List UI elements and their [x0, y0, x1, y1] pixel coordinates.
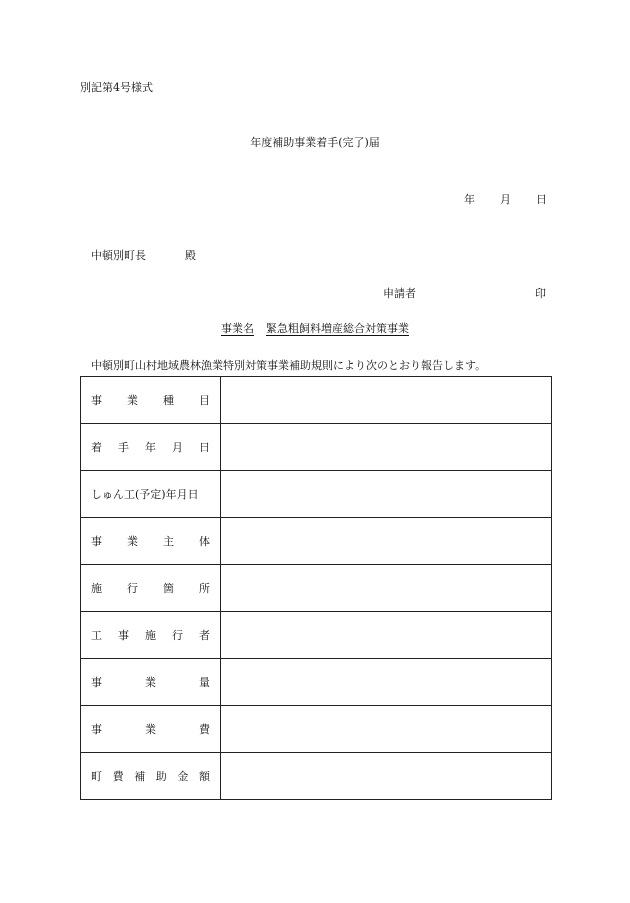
row-value-cell[interactable]: [221, 612, 552, 659]
row-label-char: 事: [91, 676, 102, 689]
row-value-cell[interactable]: [221, 565, 552, 612]
row-label-char: 業: [145, 723, 156, 736]
row-label-cell: [81, 565, 221, 612]
table-row: [81, 471, 552, 518]
form-number: 別記第4号様式: [80, 81, 153, 94]
row-label-char: 種: [163, 394, 174, 407]
row-label-char: 施: [145, 629, 156, 642]
row-label-char: 事: [91, 394, 102, 407]
row-label-char: 目: [199, 394, 210, 407]
row-label-char: 手: [118, 441, 129, 454]
date-month-label: 月: [500, 193, 511, 206]
row-label-char: 事: [91, 535, 102, 548]
table-row: [81, 612, 552, 659]
row-label-cell: [81, 424, 221, 471]
row-label-char: 体: [199, 535, 210, 548]
row-label-char: 量: [199, 676, 210, 689]
row-label-cell: [81, 612, 221, 659]
row-label-char: 工: [91, 629, 102, 642]
addressee-honorific: 殿: [185, 249, 196, 262]
table-row: [81, 753, 552, 800]
table-row: [81, 659, 552, 706]
row-label-char: 町: [91, 770, 102, 783]
date-year-label: 年: [464, 193, 475, 206]
row-label: [91, 721, 210, 737]
row-label: [91, 392, 210, 408]
row-label-cell: [81, 471, 221, 518]
project-name-line: [0, 323, 630, 334]
date-day-label: 日: [536, 193, 547, 206]
row-label: しゅん工(予定)年月日: [91, 488, 199, 501]
row-label-cell: [81, 518, 221, 565]
row-label-cell: [81, 659, 221, 706]
project-name: 緊急粗飼料増産総合対策事業: [266, 322, 409, 335]
project-label: 事業名 緊急粗飼料増産総合対策事業: [221, 322, 409, 335]
row-label: [91, 439, 210, 455]
intro-statement: 中頓別町山村地域農林漁業特別対策事業補助規則により次のとおり報告します。: [91, 359, 487, 372]
row-value-cell[interactable]: [221, 518, 552, 565]
row-label-char: 補: [134, 770, 146, 783]
report-table: [80, 376, 552, 800]
table-row: [81, 377, 552, 424]
row-label-char: 主: [163, 535, 174, 548]
row-label-char: 業: [127, 394, 138, 407]
row-value-cell[interactable]: [221, 753, 552, 800]
row-value-cell[interactable]: [221, 471, 552, 518]
row-label: [91, 533, 210, 549]
row-value-cell[interactable]: [221, 659, 552, 706]
row-label-char: 月: [172, 441, 183, 454]
row-label-char: 業: [127, 535, 138, 548]
row-value-cell[interactable]: [221, 424, 552, 471]
row-label-char: 行: [172, 629, 183, 642]
row-label: [91, 674, 210, 690]
row-label-char: 金: [177, 770, 189, 783]
row-label-char: 助: [155, 770, 167, 783]
row-label-char: 年: [145, 441, 156, 454]
row-label-char: 事: [118, 629, 129, 642]
row-label-char: 業: [145, 676, 156, 689]
row-label-char: 行: [127, 582, 138, 595]
row-label: [91, 580, 210, 596]
addressee-name: 中頓別町長: [91, 249, 146, 262]
table-row: [81, 706, 552, 753]
row-label: [91, 627, 210, 643]
document-title: 年度補助事業着手(完了)届: [250, 136, 380, 149]
table-row: [81, 565, 552, 612]
row-label-cell: [81, 706, 221, 753]
row-label-char: 箇: [163, 582, 174, 595]
row-label-char: 日: [199, 441, 210, 454]
table-row: [81, 424, 552, 471]
row-label-char: 施: [91, 582, 102, 595]
row-label-char: 所: [199, 582, 210, 595]
row-label: [91, 768, 210, 784]
row-label-cell: [81, 753, 221, 800]
row-label-cell: [81, 377, 221, 424]
row-label-char: 着: [91, 441, 102, 454]
row-label-char: 者: [199, 629, 210, 642]
row-label-char: 費: [112, 770, 124, 783]
applicant-label: 申請者: [383, 287, 416, 300]
row-label-char: 費: [199, 723, 210, 736]
table-row: [81, 518, 552, 565]
row-value-cell[interactable]: [221, 377, 552, 424]
row-label-char: 事: [91, 723, 102, 736]
seal-label: 印: [535, 287, 546, 300]
row-label-char: 額: [198, 770, 210, 783]
row-value-cell[interactable]: [221, 706, 552, 753]
